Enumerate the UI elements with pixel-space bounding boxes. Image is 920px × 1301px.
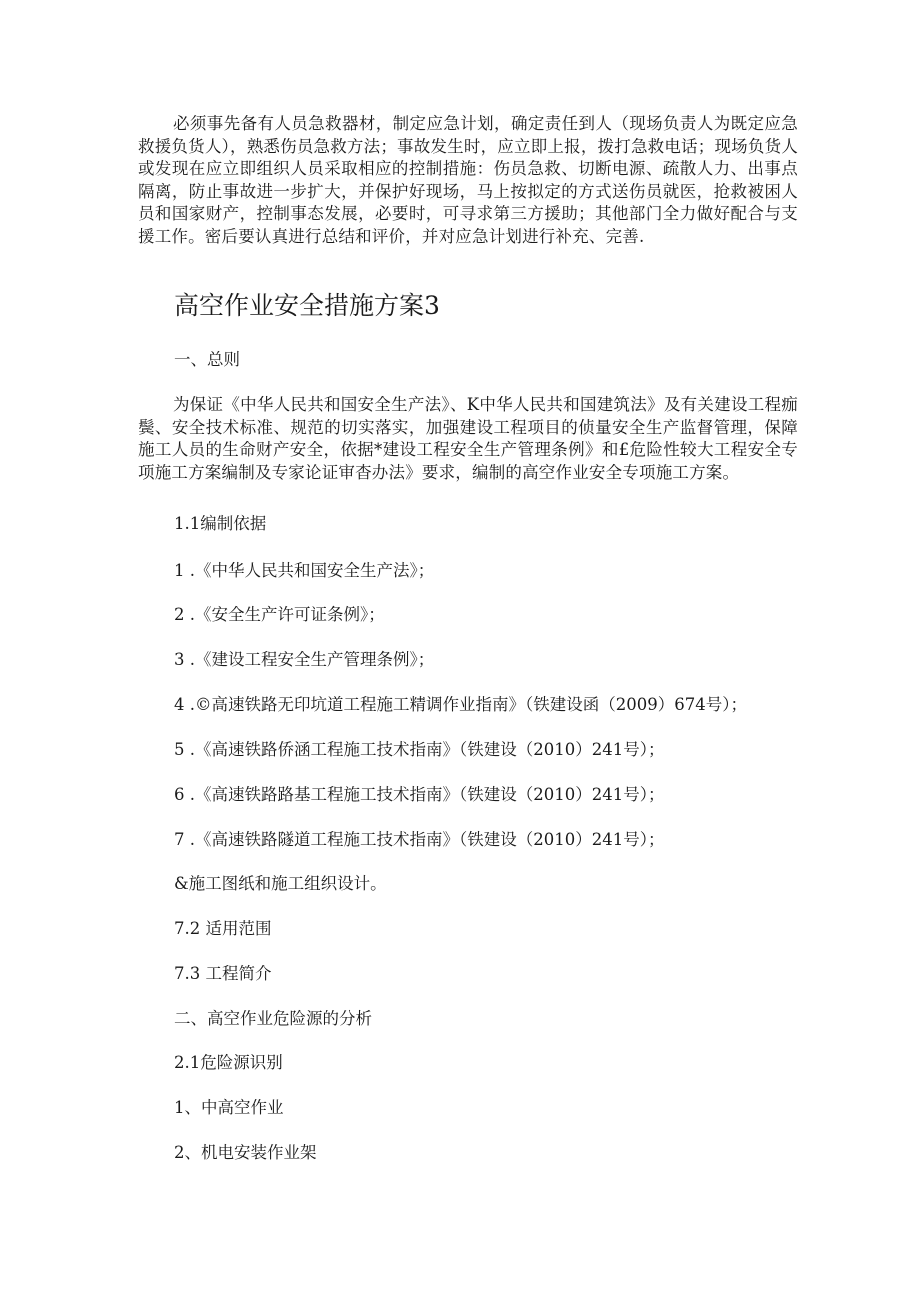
intro-paragraph: 必须事先备有人员急救器材，制定应急计划，确定责任到人（现场负责人为既定应急救援负货人），熟悉伤员急救方法；事故发生时，应立即上报，拨打急救电话；现场负货人或发现在应立即组织人员采取相应的控制措施：伤员急救、切断电源、疏散人力、出事点隔离，防止事故进一步扩大，并保护好现场，马上按拟定的方式送伤员就医，抢救被困人员和国家财产，控制事态发展，必要时，可寻求第三方援助；其他部门全力做好配合与支援工作。密后要认真进行总结和评价，并对应急计划进行补充、完善. [138,114,798,246]
basis-item: 2 .《安全生产许可证条例》； [174,605,385,624]
basis-item: 5 .《高速铁路侨涵工程施工技术指南》（铁建设（2010）241号）； [174,740,665,759]
basis-item: 4 .©高速铁路无印坑道工程施工精调作业指南》（铁建设函（2009）674号）； [174,695,747,714]
basis-item: 6 .《高速铁路路基工程施工技术指南》（铁建设（2010）241号）； [174,785,665,804]
hazard-item: 1、中高空作业 [174,1098,284,1117]
basis-item: 7 .《高速铁路隧道工程施工技术指南》（铁建设（2010）241号）； [174,830,665,849]
purpose-paragraph: 为保证《中华人民共和国安全生产法》、K中华人民共和国建筑法》及有关建设工程痂鬓、安全技术标准、规范的切实落实，加强建设工程项目的侦量安全生产监督管理，保障施工人员的生命财产安全，依据*建设工程安全生产管理条例》和£危险性较大工程安全专项施工方案编制及专家论证审杳办法》要求，编制的高空作业安全专项施工方案。 [138,395,798,482]
basis-item: 3 .《建设工程安全生产管理条例》； [174,650,435,669]
section2-heading: 二、高空作业危险源的分析 [174,1009,372,1028]
section1-heading: 一、总则 [174,350,240,369]
hazard-item: 2、机电安装作业架 [174,1143,317,1162]
overview-heading: 7.3 工程简介 [174,964,272,983]
document-title: 高空作业安全措施方案3 [174,291,440,320]
basis-item: 1 .《中华人民共和国安全生产法》； [174,561,435,580]
basis-item: &施工图纸和施工组织设计。 [174,874,387,893]
scope-heading: 7.2 适用范围 [174,919,272,938]
basis-heading: 1.1编制依据 [174,514,267,533]
hazard-heading: 2.1危险源识别 [174,1053,283,1072]
